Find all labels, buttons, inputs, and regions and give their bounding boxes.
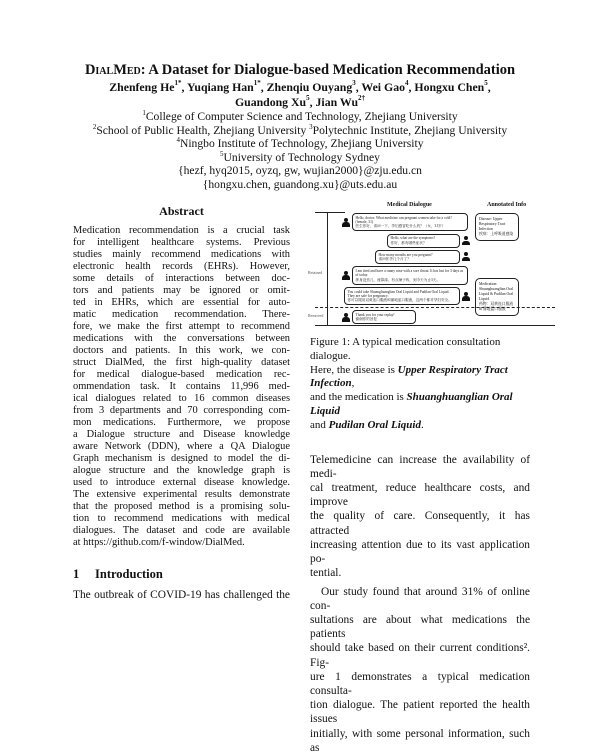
title-text: : A Dataset for Dialogue-based Medication Recommendation [140, 62, 516, 78]
author-separator: , [260, 80, 267, 94]
dialogue-bubble-doctor [344, 287, 460, 305]
section-title: Introduction [95, 567, 163, 581]
text-line: increasing attention due to its vast application po- [310, 538, 530, 566]
text-line: dialogues. The dataset and code are available [73, 525, 290, 536]
caption-line [310, 364, 530, 392]
email-uts[interactable]: {hongxu.chen, guandong.xu}@uts.edu.au [202, 178, 398, 191]
text-line: ted in EHRs, which are essential for auto- [73, 297, 290, 308]
caption-text: , [351, 377, 355, 390]
annotation-text-en: Disease: Upper Respiratory Tract Infection [479, 217, 506, 231]
bubble-text-zh: 你好，都有哪些症状？ [390, 240, 427, 245]
figure-caption [310, 336, 530, 433]
text-line: used to introduce external disease knowledge. [73, 477, 290, 488]
text-line: alogue structure and the knowledge graph is [73, 465, 290, 476]
bottom-rule [315, 325, 555, 326]
dialogue-row [342, 287, 470, 305]
text-line: initially, with some personal information, such as [310, 727, 530, 754]
patient-icon [342, 218, 350, 227]
affiliation-3 [0, 137, 600, 150]
text-line: mon medications. Furthermore, we propose [73, 417, 290, 428]
medical-dialogue [308, 212, 470, 326]
bubble-text-zh: 医生你好，请问一下，孕妇感冒吃什么药？（女，31岁） [355, 224, 446, 229]
author-affiliation-mark: 1* [253, 79, 261, 87]
text-line: studies mainly recommend medications with [73, 249, 290, 260]
text-line: ical dialogues related to 16 common diseases [73, 393, 290, 404]
text-line: The outbreak of COVID-19 has challenged the [73, 589, 290, 601]
annotation-medication [475, 278, 519, 316]
caption-text: and [310, 418, 329, 431]
dialogue-row [342, 213, 470, 231]
author-separator: , [487, 80, 491, 94]
text-line: Medication recommendation is a crucial task [73, 225, 290, 236]
caption-text: and the medication is [310, 391, 407, 404]
body-paragraph-1 [310, 453, 530, 581]
author-name: Hongxu Chen [414, 80, 485, 94]
author-separator: , [355, 80, 362, 94]
retained-top-rule [315, 212, 345, 213]
affiliation-4 [0, 151, 600, 164]
text-line: the quality of care. Consequently, it has attracted [310, 510, 530, 537]
affiliation-1 [0, 110, 600, 123]
dialogue-row [342, 250, 470, 264]
text-line: The extensive experimental results demonstrate [73, 489, 290, 500]
affiliation-text: School of Public Health, Zhejiang University [96, 123, 310, 137]
bubble-text-en: You could take Shuanghuanglian Oral Liquid and Pudilan Oral Liquid. They are safe for pregnancy. [347, 289, 450, 298]
bubble-text-en: Hello, doctor. What medicine can pregnant women take for a cold? (female, 31) [355, 215, 452, 224]
affiliation-mark: 4 [176, 136, 180, 144]
dataset-name: DialMed [84, 62, 141, 78]
text-line: from 3 departments and 70 corresponding com- [73, 405, 290, 416]
abstract-heading: Abstract [159, 204, 204, 218]
affiliation-text: College of Computer Science and Technology, Zhejiang University [145, 110, 458, 123]
authors-line-1 [0, 80, 600, 95]
dialogue-row [342, 234, 470, 248]
dialogue-bubble-doctor [387, 234, 460, 248]
patient-icon [342, 271, 350, 280]
doctor-icon [462, 292, 470, 301]
figure-1 [305, 200, 535, 326]
figure-header-annotated: Annotated Info [487, 202, 527, 208]
dialogue-bubble-patient [352, 266, 468, 284]
author-affiliation-mark: 3 [352, 79, 356, 87]
annotation-text-zh: 药物：双黄连口服液 & 蒲地蓝口服液 [479, 302, 514, 311]
text-line: for intelligent healthcare systems. Previous [73, 237, 290, 248]
body-paragraph-2 [310, 585, 530, 755]
caption-line: Figure 1: A typical medication consultation dialogue. [310, 336, 501, 362]
text-line: doctors and patients. In this work, we con- [73, 345, 290, 356]
split-dashed-line [315, 307, 555, 308]
caption-text: . [420, 418, 424, 431]
text-line: ommendation task. It contains 11,996 med- [73, 381, 290, 392]
affiliation-mark: 3 [309, 122, 313, 131]
text-line: medications with the conversations between [73, 333, 290, 344]
bubble-text-zh: 浑身没劲儿，流鼻涕，有点嗓子疼，到今天为止3天。 [355, 277, 440, 282]
caption-medication: Pudilan Oral Liquid [328, 418, 421, 431]
removed-section [308, 307, 470, 326]
bubble-text-zh: 谢谢你的回复 [355, 317, 378, 322]
caption-text: Here, the disease is [310, 363, 398, 376]
text-line: Telemedicine can increase the availability of medi- [310, 453, 530, 480]
patient-icon [342, 313, 350, 322]
caption-line [310, 419, 530, 433]
author-name: Zhenfeng He [109, 80, 175, 94]
caption-disease: Upper Respiratory Tract Infection [310, 363, 508, 390]
author-name: Wei Gao [361, 80, 406, 94]
introduction-body [73, 588, 290, 602]
text-line: aware Network (DDN), where a QA Dialogue [73, 441, 290, 452]
affiliation-mark: 5 [220, 149, 224, 158]
paper-title [0, 62, 600, 79]
annotation-disease [475, 213, 519, 241]
dialogue-row [342, 266, 470, 284]
retained-section [308, 212, 470, 307]
author-affiliation-mark: 2† [358, 94, 366, 102]
text-line: matic medication recommendation. There- [73, 309, 290, 320]
bubble-text-en: I am tired and have a runny nose with a sore throat. It has last for 3 days as of today. [355, 268, 464, 278]
text-line: Our study found that around 31% of online con- [310, 585, 530, 612]
author-name: Guandong Xu [234, 95, 307, 109]
abstract-body [73, 225, 290, 549]
caption-medication: Shuanghuanglian Oral Liquid [310, 391, 513, 418]
dialogue-bubble-patient [352, 213, 468, 231]
caption-line [310, 391, 530, 419]
text-line: tential. [310, 567, 342, 580]
text-line: tion to recommend medications with medical [73, 513, 290, 524]
affiliation-text: Ningbo Institute of Technology, Zhejiang University [179, 137, 424, 150]
text-line: tors and patients may be ignored or omit- [73, 285, 290, 296]
removed-arrow [327, 307, 328, 326]
dialogue-bubble-doctor [375, 250, 460, 264]
author-name: Yuqiang Han [186, 80, 254, 94]
affiliation-text: University of Technology Sydney [223, 150, 380, 164]
text-line: electronic health records (EHRs). However, [73, 261, 290, 272]
bubble-text-zh: 请问怀孕几个月了？ [378, 256, 411, 261]
text-line: some details of interactions between doc- [73, 273, 290, 284]
author-affiliation-mark: 4 [405, 79, 409, 87]
author-affiliation-mark: 5 [484, 79, 488, 87]
text-line: that the proposed method is a promising solu- [73, 501, 290, 512]
right-column [305, 200, 535, 755]
bubble-text-en: How many months are you pregnant? [378, 252, 433, 257]
affiliation-mark: 2 [92, 122, 97, 131]
retained-label: Retained [308, 270, 323, 275]
affiliation-mark: 1 [142, 109, 146, 117]
authors-line-2 [0, 95, 600, 110]
author-separator: , [309, 95, 316, 109]
author-name: Jian Wu [315, 95, 359, 109]
annotation-text-zh: 疾病：上呼吸道感染 [479, 232, 514, 236]
doctor-icon [462, 252, 470, 261]
author-name: Zhenqiu Ouyang [266, 80, 353, 94]
author-separator: , [181, 80, 187, 94]
text-line: ure 1 demonstrates a typical medication consulta- [310, 670, 530, 697]
bubble-text-zh: 你可以服用双黄连口服液和蒲地蓝口服液，这两个都对孕妇安全。 [347, 298, 452, 303]
text-line: should take based on their current conditions². Fig- [310, 642, 530, 669]
email-zju[interactable]: {hezf, hyq2015, oyzq, gw, wujian2000}@zju.edu.cn [178, 164, 422, 177]
text-line: cal treatment, reduce healthcare costs, and improve [310, 482, 530, 509]
affiliation-text: Polytechnic Institute, Zhejiang University [312, 123, 508, 137]
retained-arrow [327, 212, 328, 307]
dialogue-row [342, 310, 470, 324]
dialogue-bubble-patient [352, 310, 416, 324]
section-number: 1 [73, 567, 80, 581]
text-line: Graph mechanism is designed to model the di- [73, 453, 290, 464]
removed-label: Removed [308, 313, 324, 319]
author-affiliation-mark: 1* [174, 79, 182, 87]
text-line: tion dialogue. The patient reported the health issues [310, 699, 530, 726]
text-line: sultations are about what medications the patients [310, 613, 530, 641]
text-line: at https://github.com/f-window/DialMed. [73, 537, 245, 548]
text-line: for medical dialogue-based medication rec- [73, 369, 290, 380]
annotation-text-en: Medication: Shuanghuanglian Oral Liquid & Pudilan Oral Liquid [479, 282, 514, 301]
text-line: fore, we make the first attempt to recommend [73, 321, 290, 332]
left-column [73, 204, 290, 602]
introduction-heading [73, 567, 290, 582]
author-affiliation-mark: 5 [306, 94, 310, 102]
figure-header-dialogue: Medical Dialogue [387, 202, 432, 208]
bubble-text-en: Hello, what are the symptoms? [390, 236, 436, 241]
text-line: struct DialMed, the first high-quality dataset [73, 357, 290, 368]
author-separator: , [408, 80, 415, 94]
bubble-text-en: Thank you for your replay! [355, 312, 395, 317]
affiliation-2 [0, 124, 600, 137]
doctor-icon [462, 236, 470, 245]
text-line: a Dialogue structure and Disease knowledge [73, 429, 290, 440]
